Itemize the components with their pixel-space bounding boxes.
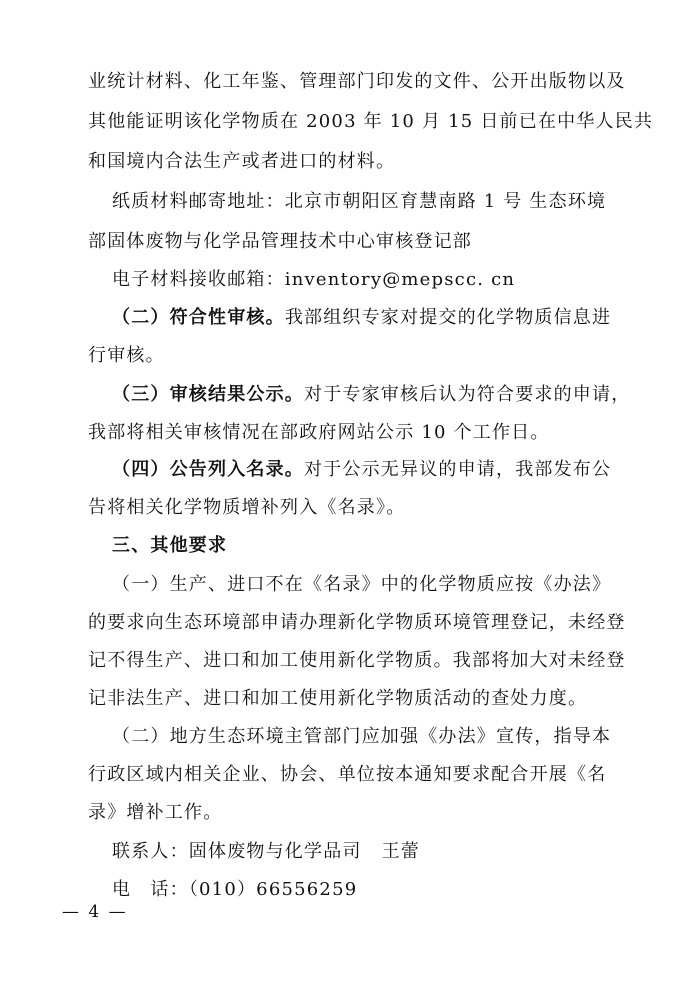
mailing-address-line: 纸质材料邮寄地址：北京市朝阳区育慧南路 1 号 生态环境 — [112, 191, 607, 212]
clause-heading: （三）审核结果公示。 — [112, 384, 304, 405]
mailing-address-line: 部固体废物与化学品管理技术中心审核登记部 — [88, 231, 472, 252]
body-line: （一）生产、进口不在《名录》中的化学物质应按《办法》 — [112, 574, 612, 595]
body-line: 的要求向生态环境部申请办理新化学物质环境管理登记，未经登 — [88, 612, 626, 633]
body-line: 行政区域内相关企业、协会、单位按本通知要求配合开展《名 — [88, 764, 607, 785]
clause-listing-announcement — [112, 458, 611, 482]
phone-line — [112, 878, 357, 902]
contact-name: 王蕾 — [381, 841, 421, 862]
body-line: 记不得生产、进口和加工使用新化学物质。我部将加大对未经登 — [88, 650, 626, 671]
body-line: 记非法生产、进口和加工使用新化学物质活动的查处力度。 — [88, 688, 588, 709]
body-line: （二）地方生态环境主管部门应加强《办法》宣传，指导本 — [112, 726, 612, 747]
body-line: 其他能证明该化学物质在 2003 年 10 月 15 日前已在中华人民共 — [88, 111, 654, 132]
clause-compliance-review — [112, 306, 611, 330]
phone-number: （010）66556259 — [188, 879, 358, 900]
clause-review-publicity — [112, 383, 630, 407]
clause-text: 我部组织专家对提交的化学物质信息进 — [284, 307, 612, 328]
clause-text: 对于专家审核后认为符合要求的申请， — [304, 384, 631, 405]
clause-text: 对于公示无异议的申请，我部发布公 — [304, 459, 612, 480]
clause-heading: （四）公告列入名录。 — [112, 459, 304, 480]
phone-label: 电 话： — [112, 879, 189, 900]
contact-line — [112, 840, 420, 864]
body-line: 和国境内合法生产或者进口的材料。 — [88, 151, 396, 172]
body-line: 告将相关化学物质增补列入《名录》。 — [88, 497, 406, 518]
body-line: 行审核。 — [88, 345, 165, 366]
section-heading: 三、其他要求 — [112, 535, 228, 556]
body-line: 业统计材料、化工年鉴、管理部门印发的文件、公开出版物以及 — [88, 71, 626, 92]
clause-heading: （二）符合性审核。 — [112, 307, 285, 328]
page-number: — 4 — — [62, 902, 128, 922]
email-line: 电子材料接收邮箱：inventory@mepscc. cn — [112, 269, 516, 290]
body-line: 我部将相关审核情况在部政府网站公示 10 个工作日。 — [88, 422, 550, 443]
body-line: 录》增补工作。 — [88, 802, 223, 823]
contact-label: 联系人：固体废物与化学品司 — [112, 841, 362, 862]
